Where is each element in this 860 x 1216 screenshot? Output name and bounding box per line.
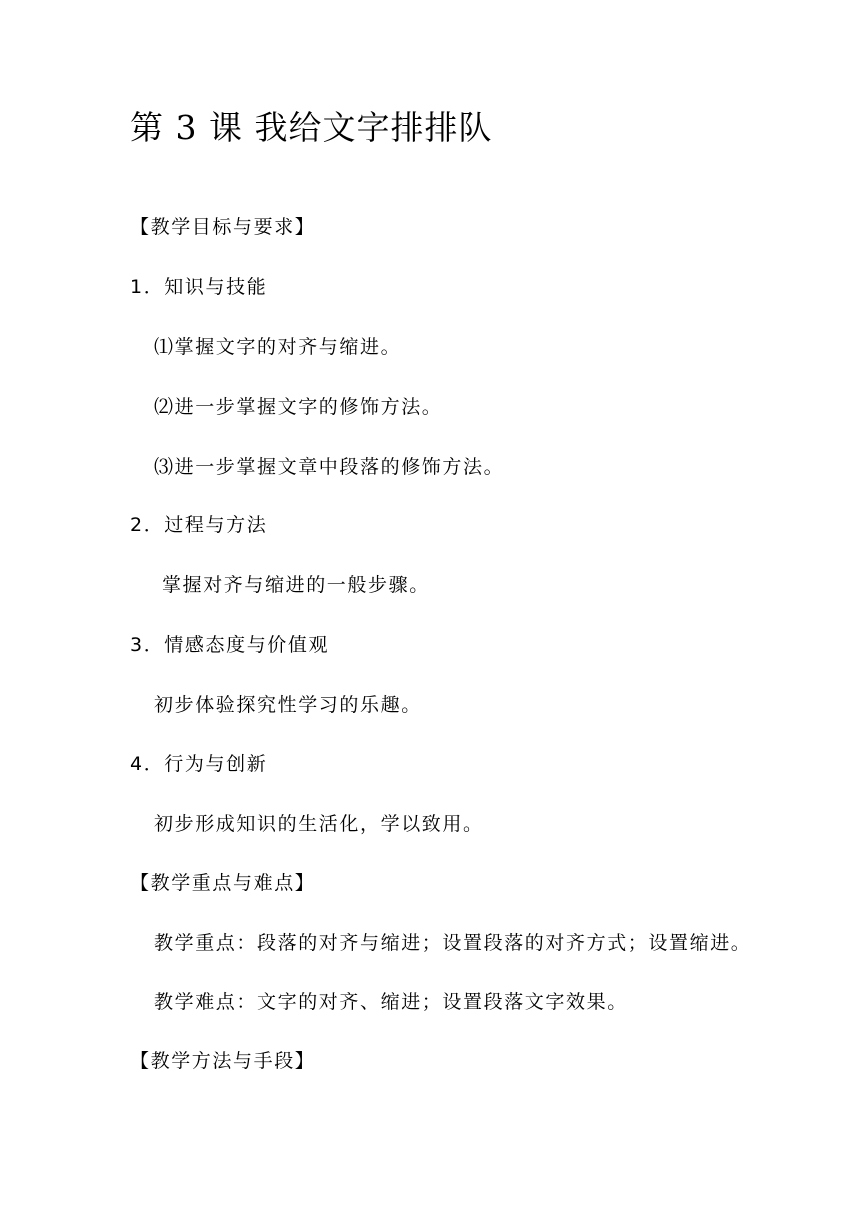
paragraph: 掌握对齐与缩进的一般步骤。 xyxy=(162,574,430,596)
section-heading-methods: 【教学方法与手段】 xyxy=(130,1050,316,1072)
paragraph-key-point: 教学重点：段落的对齐与缩进；设置段落的对齐方式；设置缩进。 xyxy=(154,932,752,954)
section-heading-key-points: 【教学重点与难点】 xyxy=(130,872,316,894)
paragraph: 初步形成知识的生活化，学以致用。 xyxy=(154,813,484,835)
list-item: ⑵进一步掌握文字的修饰方法。 xyxy=(154,396,443,418)
subheading-emotion-values: 3．情感态度与价值观 xyxy=(130,634,330,656)
section-heading-objectives: 【教学目标与要求】 xyxy=(130,216,316,238)
subheading-behavior-innovation: 4．行为与创新 xyxy=(130,753,268,775)
document-title: 第 3 课 我给文字排排队 xyxy=(130,108,493,147)
list-item: ⑴掌握文字的对齐与缩进。 xyxy=(154,336,402,358)
subheading-knowledge-skills: 1．知识与技能 xyxy=(130,276,268,298)
paragraph: 初步体验探究性学习的乐趣。 xyxy=(154,694,422,716)
subheading-process-method: 2．过程与方法 xyxy=(130,514,268,536)
paragraph-difficulty: 教学难点：文字的对齐、缩进；设置段落文字效果。 xyxy=(154,991,628,1013)
list-item: ⑶进一步掌握文章中段落的修饰方法。 xyxy=(154,456,505,478)
